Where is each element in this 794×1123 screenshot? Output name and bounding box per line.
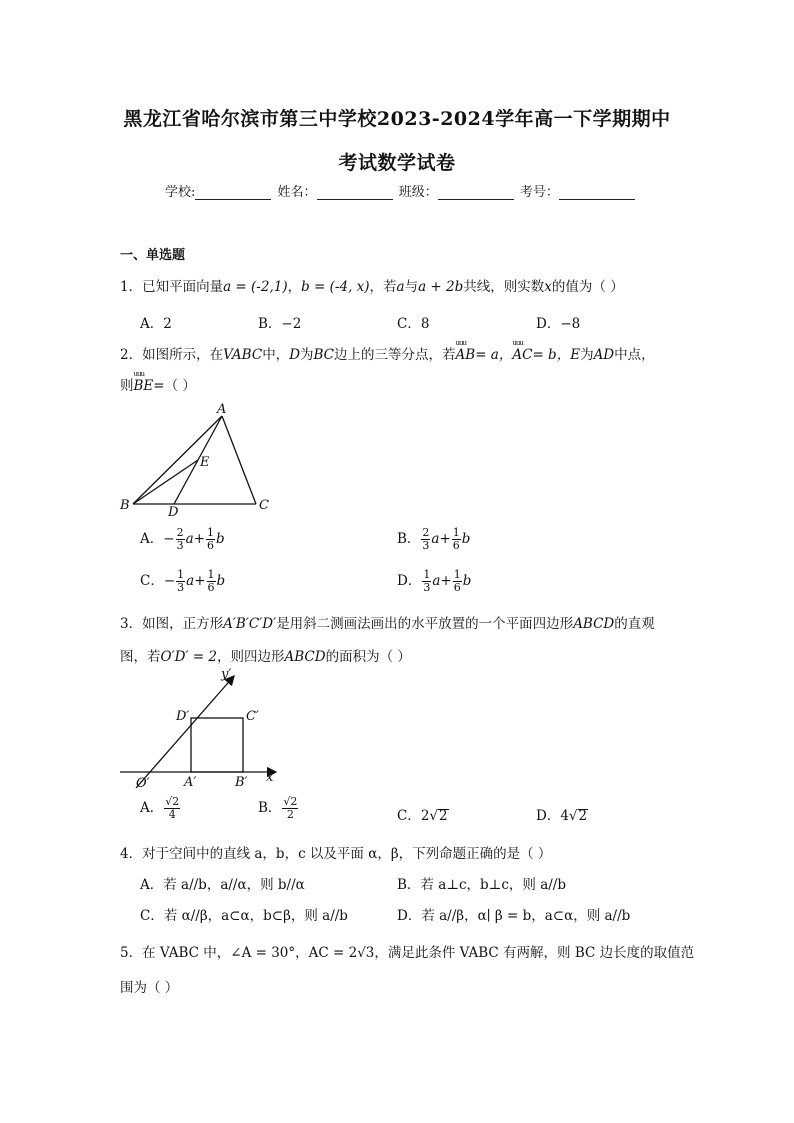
q3-square: A′B′C′D′ (223, 616, 277, 632)
q2-option-c[interactable] (140, 569, 225, 594)
frac-den: 6 (207, 581, 215, 594)
q2-e: E (570, 347, 581, 363)
q3-option-a[interactable] (140, 796, 181, 821)
q1-option-a[interactable]: A．2 (140, 316, 172, 332)
q2-c-frac1 (176, 569, 185, 594)
q3-d-text: D．4 (536, 808, 569, 824)
q2-eq-b: = b， (532, 347, 571, 363)
q2-text: 为 (300, 347, 314, 363)
q4-option-c[interactable]: C．若 α//β，a⊂α，b⊂β，则 a//b (140, 908, 348, 924)
q5-stem-line2: 围为（ ） (120, 980, 179, 996)
q3-b-frac (282, 796, 298, 821)
q1-text3: 与 (404, 279, 419, 295)
q2-a-vec: a (431, 531, 440, 547)
q3-text: 的直观 (614, 616, 655, 632)
section-heading: 一、单选题 (120, 248, 186, 263)
q2-text: 中点， (614, 347, 655, 363)
q3-a-prefix: A． (140, 800, 164, 816)
q3-text: 的面积为（ ） (325, 649, 411, 665)
frac-den: 3 (423, 581, 431, 594)
exam-title-line2: 考试数学试卷 (338, 152, 456, 174)
q3-label-y: y′ (221, 667, 232, 682)
student-info-row (165, 181, 637, 200)
q1-vec-a: a = (-2,1) (223, 279, 288, 295)
q3-label-c: C′ (246, 709, 259, 724)
q2-b-frac2 (452, 527, 461, 552)
frac-num: 1 (423, 568, 431, 581)
q2-d-prefix: D． (397, 573, 422, 589)
q5-stem-line1: 5．在 VABC 中，∠A = 30°，AC = 2√3，满足此条件 VABC 有两解，则 BC 边长度的取值范 (120, 945, 695, 961)
q2-label-b: B (120, 498, 130, 513)
frac-num: 2 (176, 526, 184, 539)
q1-a: a (396, 279, 405, 295)
q1-text5: 的值为（ ） (551, 279, 624, 295)
q2-d: D (289, 347, 301, 363)
q2-option-a[interactable] (140, 527, 225, 552)
q3-label-d: D′ (176, 709, 190, 724)
q2-b-prefix: B． (397, 531, 421, 547)
q3-quad: ABCD (573, 616, 615, 632)
q2-a-vec: a (186, 573, 195, 589)
q2-text: =（ ） (153, 378, 196, 394)
q2-text: 2．如图所示，在 (120, 347, 224, 363)
q2-b-vec: b (462, 573, 472, 589)
frac-den: 6 (452, 539, 460, 552)
frac-num: 2 (422, 526, 430, 539)
q3-stem-line1 (120, 612, 655, 632)
plus: + (440, 573, 452, 589)
q2-a-prefix: A．− (140, 531, 175, 547)
frac-den: 6 (453, 581, 461, 594)
q3-a-frac (164, 796, 180, 821)
q2-label-a: A (217, 402, 227, 417)
q1-option-c[interactable]: C．8 (397, 316, 430, 332)
q2-b-vec: b (461, 531, 471, 547)
frac-num: √2 (283, 795, 298, 808)
q1-x: x (544, 279, 552, 295)
q3-label-o: O′ (136, 776, 150, 791)
q3-option-c[interactable] (397, 804, 449, 824)
q3-text: 图，若 (120, 649, 161, 665)
q2-c-prefix: C．− (140, 573, 176, 589)
radicand: 2 (439, 808, 448, 824)
number-label: 考号： (519, 185, 559, 200)
q1-option-b[interactable]: B．−2 (258, 316, 302, 332)
q2-d-frac1 (422, 569, 431, 594)
frac-num: 1 (452, 526, 460, 539)
q2-stem-line2 (120, 374, 196, 394)
q1-vec-b: b = (-4, x) (301, 279, 370, 295)
q2-eq-a: = a， (475, 347, 513, 363)
frac-den: 3 (176, 539, 184, 552)
plus: + (193, 531, 205, 547)
name-blank[interactable] (317, 185, 393, 200)
frac-num: 1 (206, 526, 214, 539)
frac-num: 1 (207, 568, 215, 581)
q2-d-frac2 (453, 569, 462, 594)
q4-option-a[interactable]: A．若 a//b，a//α，则 b//α (140, 877, 305, 893)
number-blank[interactable] (559, 185, 635, 200)
q3-b-prefix: B． (258, 800, 282, 816)
q2-a-frac1 (176, 527, 185, 552)
frac-den: 6 (206, 539, 214, 552)
q3-text: ，则四边形 (217, 649, 285, 665)
q2-text: 中， (262, 347, 290, 363)
q3-option-d[interactable] (536, 804, 588, 824)
frac-den: 2 (286, 808, 294, 821)
q3-text: 是用斜二测画法画出的水平放置的一个平面四边形 (276, 616, 574, 632)
q1-sep: ， (287, 279, 302, 295)
q1-text4: 共线，则实数 (463, 279, 545, 295)
plus: + (194, 573, 206, 589)
q3-oblique-figure (116, 666, 286, 794)
q4-stem: 4．对于空间中的直线 a，b，c 以及平面 α，β，下列命题正确的是（ ） (120, 846, 552, 862)
q3-stem-line2 (120, 645, 411, 665)
q2-segment-be (133, 460, 198, 504)
q3-y-axis (136, 676, 234, 788)
q2-vec-ac: uuu AC (512, 347, 532, 363)
q1-option-d[interactable]: D．−8 (536, 316, 581, 332)
q4-option-d[interactable]: D．若 a//β，α∣ β = b，a⊂α，则 a//b (397, 908, 631, 924)
q2-a-vec: a (432, 573, 441, 589)
q2-a-vec: a (185, 531, 194, 547)
q2-label-d: D (168, 505, 179, 518)
q2-vec-ab: uuu AB (456, 347, 476, 363)
q2-c-frac2 (207, 569, 216, 594)
q3-label-x: x′ (266, 770, 277, 785)
q1-sum: a + 2b (418, 279, 464, 295)
q2-option-b[interactable] (397, 527, 470, 552)
q3-od: O′D′ = 2 (160, 649, 218, 665)
radicand: 2 (578, 808, 588, 824)
school-label: 学校: (165, 185, 196, 200)
q2-b-vec: b (215, 531, 225, 547)
q2-a-frac2 (206, 527, 215, 552)
q3-label-a: A′ (184, 775, 197, 790)
q2-b-frac1 (421, 527, 430, 552)
q3-square (191, 718, 243, 772)
q1-stem (120, 275, 624, 295)
frac-num: 1 (453, 568, 461, 581)
q2-ad: AD (593, 347, 615, 363)
q3-c-text: C．2 (397, 808, 430, 824)
q2-label-e: E (200, 455, 210, 470)
name-label: 姓名： (277, 185, 317, 200)
q2-edge-ac (222, 416, 256, 504)
q2-text: 边上的三等分点，若 (334, 347, 456, 363)
q3-quad: ABCD (284, 649, 326, 665)
q2-vec-be: uuu BE (134, 378, 154, 394)
q2-triangle-figure (116, 398, 286, 518)
frac-den: 3 (177, 581, 185, 594)
plus: + (439, 531, 451, 547)
frac-den: 4 (168, 808, 176, 821)
sqrt-sign: √ (568, 808, 578, 824)
q2-bc: BC (313, 347, 335, 363)
q4-option-b[interactable]: B．若 a⊥c，b⊥c，则 a//b (397, 877, 566, 893)
exam-title-line1: 黑龙江省哈尔滨市第三中学校2023-2024学年高一下学期期中 (123, 108, 671, 130)
q3-text: 3．如图，正方形 (120, 616, 224, 632)
q3-label-b: B′ (235, 775, 248, 790)
q3-option-b[interactable] (258, 796, 299, 821)
q2-label-c: C (259, 498, 269, 513)
q2-b-vec: b (216, 573, 226, 589)
q2-stem-line1 (120, 343, 655, 363)
q2-text: 为 (580, 347, 594, 363)
q2-triangle: VABC (223, 347, 263, 363)
class-label: 班级： (398, 185, 438, 200)
q1-text: 1．已知平面向量 (120, 279, 224, 295)
sqrt-sign: √ (429, 808, 439, 824)
q2-text: 则 (120, 378, 134, 394)
frac-num: 1 (177, 568, 185, 581)
class-blank[interactable] (438, 185, 514, 200)
school-blank[interactable] (195, 185, 271, 200)
q2-option-d[interactable] (397, 569, 471, 594)
frac-den: 3 (422, 539, 430, 552)
frac-num: √2 (165, 795, 180, 808)
q1-text2: ，若 (369, 279, 397, 295)
